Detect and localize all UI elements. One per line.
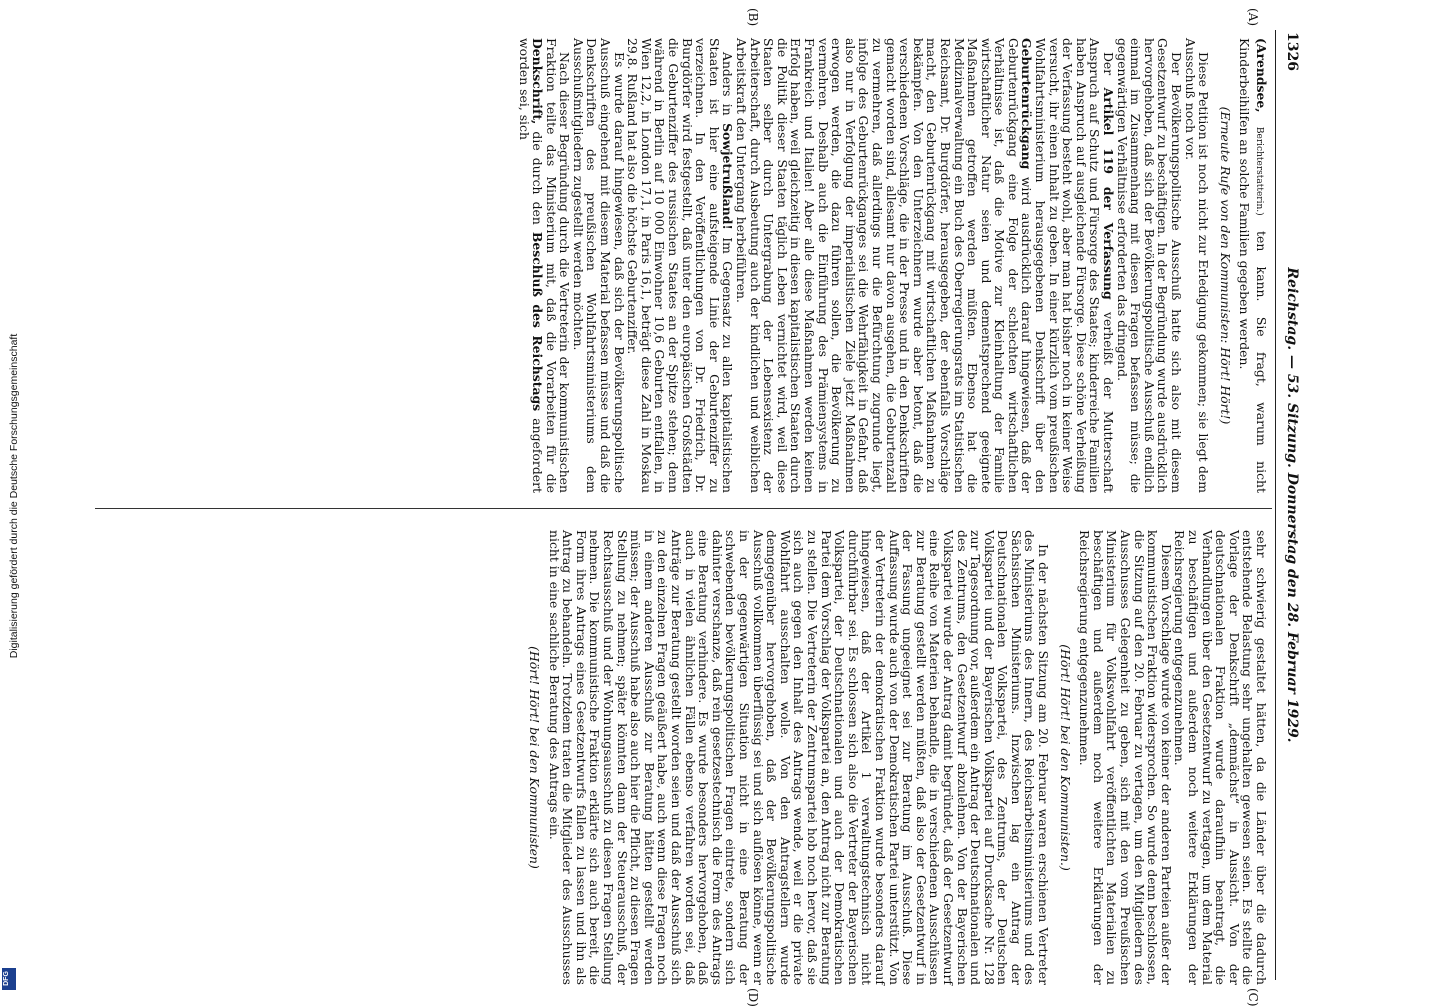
text-run: Nach dieser Begründung durch die Vertreterin der kommunistischen Fraktion teilte das Ministerium mit, daß die Vorarbeiten für die: [543, 38, 573, 493]
paragraph: [734, 38, 1115, 493]
digitization-credit: [4, 20, 24, 980]
text-run: wird ausdrücklich darauf hingewiesen, daß der Geburtenrückgang eine Folge der schlechten wirtschaftlichen Verhältnisse ist, daß die Motive zur Kleinhaltung der Familie wirtschaftlicher Natur seien und dementsprechend geeignete Maßnahmen getroffen werden müßten. Ebenso hat die Medizinalverwaltung ein Buch des Oberregierungsrats im Statistischen Reichsamt, Dr. Burgdörfer, herausgegeben, der ebenfalls Vorschläge macht, den Geburtenrückgang mit wirtschaftlichen Maßnahmen zu bekämpfen. Von den Unterzeichnern wurde aber betont, daß die verschiedenen Vorschläge, die in der Presse und in den Denkschriften gemacht worden sind, allesamt nur davon ausgehen, die Geburtenzahl zu vermehren, daß allerdings nur die Befürchtung zugrunde liegt, infolge des Geburtenrückganges sei die Wehrfähigkeit in Gefahr, daß also nur in Verfolgung der imperialistischen Ziele jetzt Maßnahmen erwogen werden, die dazu führen sollen, die Bevölkerung zu vermehren. Deshalb auch die Einführung des Prämiensystems in Frankreich und Italien! Aber alle diese Maßnahmen werden keinen Erfolg haben, weil gleichzeitig in diesen kapitalistischen Staaten durch die Politik dieser Staaten täglich Leben vernichtet wird, weil diese Staaten selber durch Untergrabung der Lebensexistenz der Arbeiterschaft, durch Ausbeutung auch der kindlichen und weiblichen Arbeitskraft den Untergang herbeiführen.: [734, 38, 1035, 493]
paragraph: Diesem Vorschlage wurde von keiner der anderen Parteien außer der kommunistischen Fraktion widersprochen. So wurde denn beschlossen, die Sitzung auf den 20. Februar zu vertagen, um den Mitgliedern des Ausschusses Gelegenheit zu geben, sich mit den vom Preußischen Ministerium für Volkswohlfahrt veröffentlichten Materialien zu beschäftigen und außerdem noch weitere Erklärungen der Reichsregierung entgegenzunehmen.: [1077, 530, 1174, 985]
credit-text: Digitalisierung gefördert durch die Deutsche Forschungsgemeinschaft: [8, 333, 20, 659]
bold-term: Beschluß des Reichstags: [530, 231, 546, 412]
text-run: Der: [1101, 52, 1117, 88]
paragraph: [626, 38, 735, 493]
page-header: [1276, 30, 1300, 980]
margin-marker-c: (C): [1246, 988, 1260, 1007]
margin-marker-a: (A): [1246, 8, 1260, 27]
paragraph: Diese Petition ist noch nicht zur Erledigung gekommen; sie liegt dem Ausschuß noch vor.: [1182, 38, 1212, 493]
paragraph: [517, 38, 571, 493]
text-run: Im Gegensatz zu allen kapitalistischen Staaten ist hier eine aufsteigende Linie der Geburtenziffer zu verzeichnen. In den Veröffentlichungen von Dr. Friedrich, Dr. Burgdörfer wird festgestellt, daß unter den europäischen Großstädten die Geburtenziffer des russischen Staates an der Spitze stehen; denn während in Berlin auf 10 000 Einwohner 10,6 Geburten entfallen, in Wien 12,2, in London 17,1, in Paris 16,1, beträgt diese Zahl in Moskau 29,8. Rußland hat also die höchste Geburtenziffer.: [625, 38, 736, 493]
speaker-role: Berichterstatterin.): [1254, 112, 1264, 216]
bold-term: Denkschrift,: [530, 38, 546, 125]
bold-term: Geburtenrückgang: [1019, 38, 1035, 170]
text-run: die durch den: [530, 124, 546, 232]
dfg-logo-text: DFG: [2, 971, 10, 986]
paragraph: Der Bevölkerungspolitische Ausschuß hatte sich also mit diesem Gesetzentwurf zu beschäftigen. In der Begründung wurde ausdrücklich hervorgehoben, daß sich der Bevölkerungspolitische Ausschuß endlich einmal im Zusammenhang mit diesen Fragen befassen müsse; die gegenwärtigen Verhältnisse erforderten das dringend.: [1114, 38, 1185, 493]
paragraph: In der nächsten Sitzung am 20. Februar waren erschienen Vertreter des Ministeriums des Innern, des Reichsarbeitsministeriums und des Sächsischen Ministeriums. Inzwischen lag ein Antrag der Deutschnationalen Volkspartei, des Zentrums, der Deutschen Volkspartei und der Bayerischen Volkspartei auf Drucksache Nr. 128 zur Tagesordnung vor, außerdem ein Antrag der Deutschnationalen und des Zentrums, den Gesetzentwurf abzulehnen. Von der Bayerischen Volkspartei wurde der Antrag damit begründet, daß der Gesetzentwurf eine Reihe von Materien behandle, die in verschiedenen Ausschüssen zur Beratung gestellt werden müßten, daß also der Gesetzentwurf in der Fassung ungeeignet sei zur Beratung im Ausschuß. Diese Auffassung wurde auch von der Demokratischen Partei unterstützt. Von der Vertreterin der demokratischen Fraktion wurde besonders darauf hingewiesen, daß der Artikel 1 verwaltungstechnisch nicht durchführbar sei. Es schlossen sich also die Vertreter der Bayerischen Volkspartei, der Deutschnationalen und auch der Demokratischen Partei dem Vorschlag der Volkspartei an, den Antrag nicht zur Beratung zu stellen. Die Vertreterin der Zentrumspartei hob noch hervor, daß sie sich auch gegen den Inhalt des Antrags wende, weil er die private Wohlfahrt ausschalten wolle. Von den Antragstellern wurde demgegenüber hervorgehoben, daß der Bevölkerungspolitische Ausschuß vollkommen überflüssig sei und sich auflösen könne, wenn er in der gegenwärtigen Situation nicht in eine Beratung der schwebenden bevölkerungspolitischen Fragen eintrete, sondern sich dahinter verschanze, daß rein gesetzestechnisch die Form des Antrags eine Beratung verhindere. Es wurde besonders hervorgehoben, daß auch in vielen ähnlichen Fällen ebenso verfahren worden sei, daß Anträge zur Beratung gestellt worden seien und daß der Ausschuß sich zu den einzelnen Fragen geäußert habe, auch wenn diese Fragen noch in einem anderen Ausschuß zur Beratung hätten gestellt werden müssen; der Ausschuß habe also auch hier die Pflicht, zu diesen Fragen Stellung zu nehmen; später könnten dann der Steuerausschuß, der Rechtsausschuß und der Wohnungsausschuß zu diesen Fragen Stellung nehmen. Die kommunistische Fraktion erklärte sich auch bereit, die Form ihres Antrags eines Gesetzentwurfs fallen zu lassen und ihn als Antrag zu behandeln. Trotzdem traten die Mitglieder des Ausschusses nicht in eine sachliche Beratung des Antrags ein.: [546, 530, 1052, 985]
margin-marker-d: (D): [746, 988, 760, 1007]
interjection: (Hört! Hört! bei den Kommunisten): [527, 646, 543, 869]
paragraph: [1238, 38, 1268, 493]
interjection: (Hört! Hört! bei den Kommunisten.): [1057, 644, 1073, 871]
text-run: angefordert worden sei, sich: [516, 38, 546, 493]
bold-term: Sowjetrußland!: [720, 123, 736, 230]
paragraph: Es wurde darauf hingewiesen, daß sich der Bevölkerungspolitische Ausschuß eingehend mit diesem Material befassen müsse und daß die Denkschriften des preußischen Wohlfahrtsministeriums dem Ausschußmitgliedern zugestellt werden möchten.: [570, 38, 627, 493]
text-run: Anders in: [720, 52, 736, 124]
margin-marker-b: (B): [746, 8, 760, 27]
dfg-logo: [2, 968, 16, 990]
right-column: [520, 530, 1268, 985]
left-column: [517, 38, 1268, 493]
page-number: 1326: [1284, 32, 1300, 71]
header-rule: [1275, 30, 1276, 980]
column-divider: [95, 508, 1272, 509]
rotated-page: [95, 8, 1300, 1007]
text-run: verheißt der Mutterschaft Anspruch auf Schutz und Fürsorge des Staates; kinderreiche Familien haben Anspruch auf ausgleichende Fürsorge. Diese schöne Verheißung der Verfassung besteht wohl, aber man hat bisher noch in keiner Weise versucht, ihr einen Inhalt zu geben. In einer kürzlich vom preußischen Wohlfahrtsministerium herausgegebenen Denkschrift über den: [1033, 38, 1117, 493]
paragraph-text: ten kann. Sie fragt, warum nicht Kinderbeihilfen an solche Familien gegeben werden.: [1237, 38, 1269, 493]
paragraph: sehr schwierig gestaltet hätten, da die Länder über die dadurch entstehende Belastung sehr ungehalten gewesen seien. Es stellte die Vorlage der Denkschrift „demnächst“ in Aussicht. Von der deutschnationalen Fraktion wurde daraufhin beantragt, die Verhandlungen über den Gesetzentwurf zu vertagen, um dem Material zu beschäftigen und außerdem noch weitere Erklärungen der Reichsregierung entgegenzunehmen.: [1172, 530, 1269, 985]
page-title: Reichstag. — 53. Sitzung. Donnerstag den 28. Februar 1929.: [1284, 267, 1300, 743]
interjection: (Erneute Rufe von den Kommunisten: Hört! Hört!): [1217, 106, 1233, 425]
speaker-name: (Arendsee,: [1254, 38, 1269, 113]
bold-term: Artikel 119 der Verfassung: [1101, 87, 1117, 300]
